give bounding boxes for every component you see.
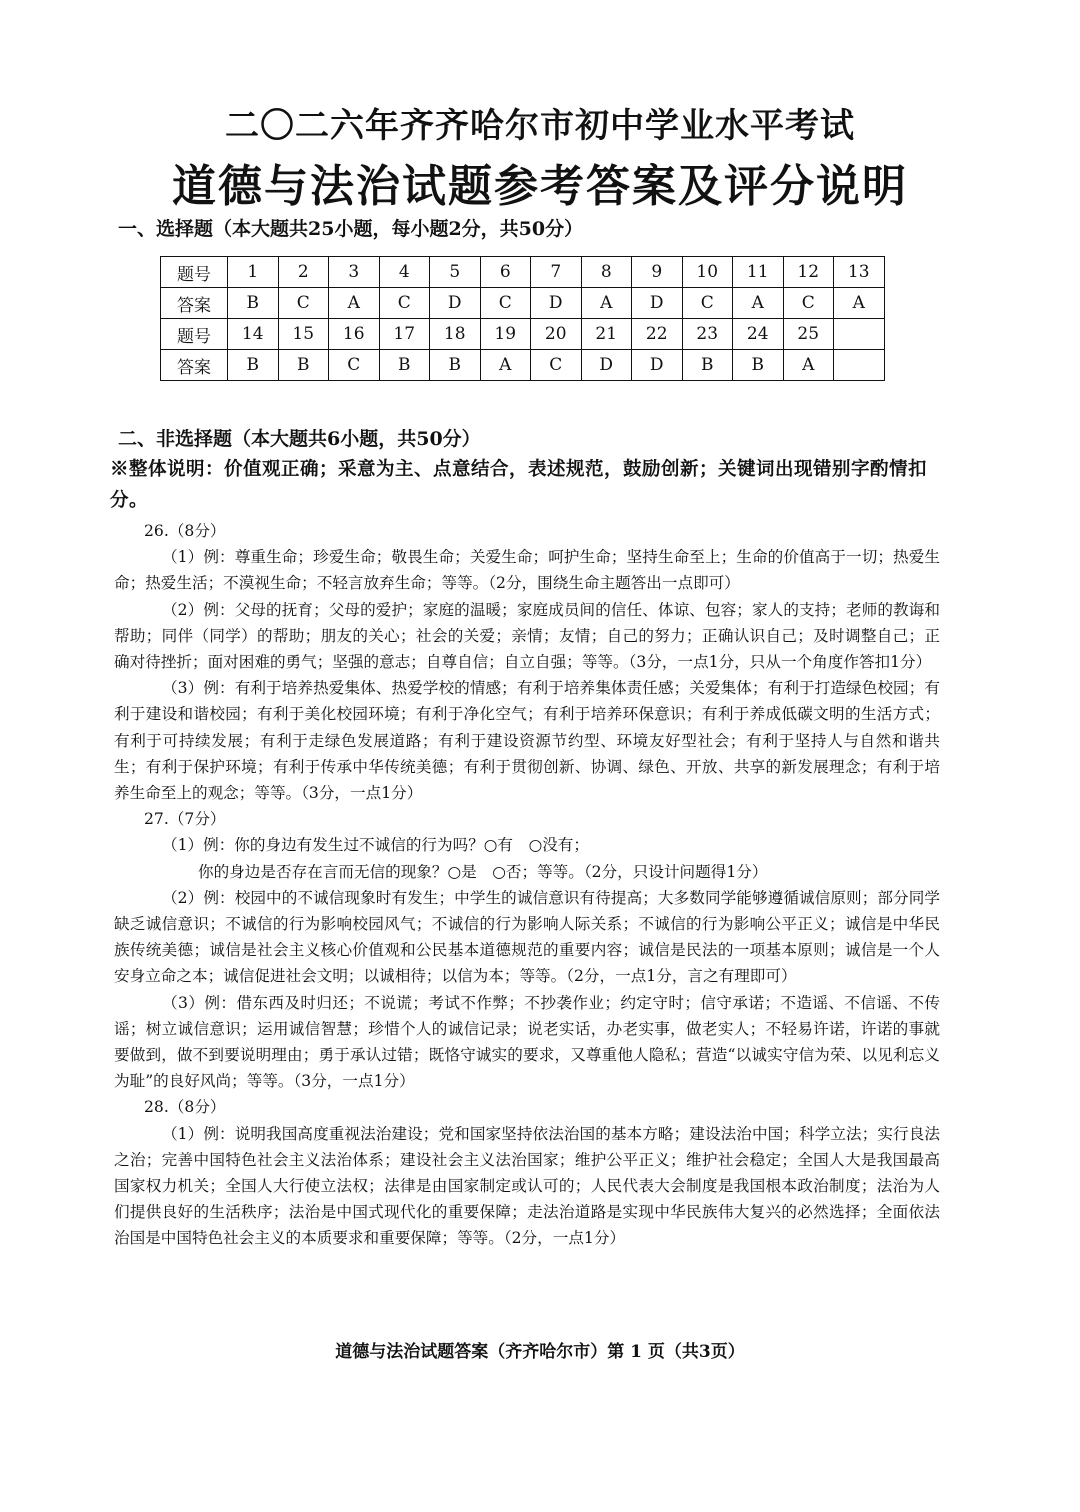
- row-label: 答案: [161, 350, 228, 381]
- question-number: 5: [430, 257, 481, 288]
- question-number: 6: [480, 257, 531, 288]
- answer-cell: B: [682, 350, 733, 381]
- question-number: 4: [379, 257, 430, 288]
- question-number: 8: [581, 257, 632, 288]
- answer-cell: A: [733, 288, 784, 319]
- empty-cell: [834, 350, 885, 381]
- answer-cell: B: [430, 350, 481, 381]
- question-number: 3: [329, 257, 380, 288]
- question-28-title: 28.（8分）: [144, 1098, 226, 1117]
- question-number: 22: [632, 319, 683, 350]
- answer-cell: D: [531, 288, 582, 319]
- answer-cell: C: [480, 288, 531, 319]
- choice-answer-table: [160, 256, 885, 381]
- overall-note: ※整体说明：价值观正确；采意为主、点意结合，表述规范，鼓励创新；关键词出现错别字酌情扣分。: [110, 459, 928, 511]
- question-number: 17: [379, 319, 430, 350]
- answer-cell: D: [632, 288, 683, 319]
- question-number: 20: [531, 319, 582, 350]
- answer-cell: C: [329, 350, 380, 381]
- answer-cell: C: [682, 288, 733, 319]
- answer-cell: B: [733, 350, 784, 381]
- section-2-heading: 二、非选择题（本大题共6小题，共50分）: [118, 428, 481, 450]
- question-number: 19: [480, 319, 531, 350]
- question-number: 18: [430, 319, 481, 350]
- table-row: [161, 257, 885, 288]
- row-label: 题号: [161, 257, 228, 288]
- answer-cell: D: [632, 350, 683, 381]
- question-number: 23: [682, 319, 733, 350]
- question-number: 16: [329, 319, 380, 350]
- answer-cell: A: [480, 350, 531, 381]
- exam-title: 二〇二六年齐齐哈尔市初中学业水平考试: [225, 106, 855, 146]
- answer-cell: C: [278, 288, 329, 319]
- question-27-title: 27.（7分）: [144, 810, 226, 829]
- answer-cell: B: [228, 288, 279, 319]
- table-row: [161, 288, 885, 319]
- question-number: 11: [733, 257, 784, 288]
- question-27-answer-1-cont: 你的身边是否存在言而无信的现象？○是 ○否；等等。（2分，只设计问题得1分）: [198, 862, 768, 881]
- page-footer: 道德与法治试题答案（齐齐哈尔市）第 1 页（共3页）: [335, 1342, 745, 1362]
- question-number: 2: [278, 257, 329, 288]
- question-26-answer-1: （1）例：尊重生命；珍爱生命；敬畏生命；关爱生命；呵护生命；坚持生命至上；生命的价值高于一切；热爱生命；热爱生活；不漠视生命；不轻言放弃生命；等等。（2分，围绕生命主题答出一点即可）: [114, 548, 940, 593]
- question-number: 24: [733, 319, 784, 350]
- answer-cell: D: [430, 288, 481, 319]
- section-1-heading: 一、选择题（本大题共25小题，每小题2分，共50分）: [118, 218, 584, 240]
- question-number: 14: [228, 319, 279, 350]
- answer-cell: B: [228, 350, 279, 381]
- question-27-answer-3: （3）例：借东西及时归还；不说谎；考试不作弊；不抄袭作业；约定守时；信守承诺；不造谣、不信谣、不传谣；树立诚信意识；运用诚信智慧；珍惜个人的诚信记录；说老实话，办老实事，做老实人；不轻易许诺，许诺的事就要做到，做不到要说明理由；勇于承认过错；既恪守诚实的要求，又尊重他人隐私；营造“以诚实守信为荣、以见利忘义为耻”的良好风尚；等等。（3分，一点1分）: [114, 993, 940, 1091]
- question-26-title: 26.（8分）: [144, 522, 226, 540]
- question-number: 10: [682, 257, 733, 288]
- question-number: 25: [783, 319, 834, 350]
- question-26-answer-3: （3）例：有利于培养热爱集体、热爱学校的情感；有利于培养集体责任感；关爱集体；有利于打造绿色校园；有利于建设和谐校园；有利于美化校园环境；有利于净化空气；有利于培养环保意识；有利于养成低碳文明的生活方式；有利于可持续发展；有利于走绿色发展道路；有利于建设资源节约型、环境友好型社会；有利于坚持人与自然和谐共生；有利于保护环境；有利于传承中华传统美德；有利于贯彻创新、协调、绿色、开放、共享的新发展理念；有利于培养生命至上的观念；等等。（3分，一点1分）: [114, 679, 940, 803]
- question-number: 13: [834, 257, 885, 288]
- question-number: 12: [783, 257, 834, 288]
- question-number: 9: [632, 257, 683, 288]
- answer-cell: C: [531, 350, 582, 381]
- question-28-answer-1: （1）例：说明我国高度重视法治建设；党和国家坚持依法治国的基本方略；建设法治中国；科学立法；实行良法之治；完善中国特色社会主义法治体系；建设社会主义法治国家；维护公平正义；维护社会稳定；全国人大是我国最高国家权力机关；全国人大行使立法权；法律是由国家制定或认可的；人民代表大会制度是我国根本政治制度；法治为人们提供良好的生活秩序；法治是中国式现代化的重要保障；走法治道路是实现中华民族伟大复兴的必然选择；全面依法治国是中国特色社会主义的本质要求和重要保障；等等。（2分，一点1分）: [114, 1124, 940, 1248]
- answer-cell: A: [783, 350, 834, 381]
- table-row: [161, 319, 885, 350]
- question-27-answer-1: （1）例：你的身边有发生过不诚信的行为吗？○有 ○没有；: [162, 836, 589, 855]
- answer-cell: B: [379, 350, 430, 381]
- document-title: 道德与法治试题参考答案及评分说明: [172, 161, 908, 212]
- question-number: 21: [581, 319, 632, 350]
- question-number: 15: [278, 319, 329, 350]
- answer-body: [114, 518, 940, 1252]
- question-number: 7: [531, 257, 582, 288]
- answer-cell: D: [581, 350, 632, 381]
- empty-cell: [834, 319, 885, 350]
- answer-cell: C: [783, 288, 834, 319]
- answer-cell: B: [278, 350, 329, 381]
- answer-cell: A: [834, 288, 885, 319]
- answer-cell: A: [581, 288, 632, 319]
- table-row: [161, 350, 885, 381]
- row-label: 答案: [161, 288, 228, 319]
- question-26-answer-2: （2）例：父母的抚育；父母的爱护；家庭的温暖；家庭成员间的信任、体谅、包容；家人的支持；老师的教诲和帮助；同伴（同学）的帮助；朋友的关心；社会的关爱；亲情；友情；自己的努力；正确认识自己；及时调整自己；正确对待挫折；面对困难的勇气；坚强的意志；自尊自信；自立自强；等等。（3分，一点1分，只从一个角度作答扣1分）: [114, 600, 940, 672]
- answer-cell: A: [329, 288, 380, 319]
- question-number: 1: [228, 257, 279, 288]
- question-27-answer-2: （2）例：校园中的不诚信现象时有发生；中学生的诚信意识有待提高；大多数同学能够遵循诚信原则；部分同学缺乏诚信意识；不诚信的行为影响校园风气；不诚信的行为影响人际关系；不诚信的行为影响公平正义；诚信是中华民族传统美德；诚信是社会主义核心价值观和公民基本道德规范的重要内容；诚信是民法的一项基本原则；诚信是一个人安身立命之本；诚信促进社会文明；以诚相待；以信为本；等等。（2分，一点1分，言之有理即可）: [114, 888, 940, 986]
- row-label: 题号: [161, 319, 228, 350]
- answer-cell: C: [379, 288, 430, 319]
